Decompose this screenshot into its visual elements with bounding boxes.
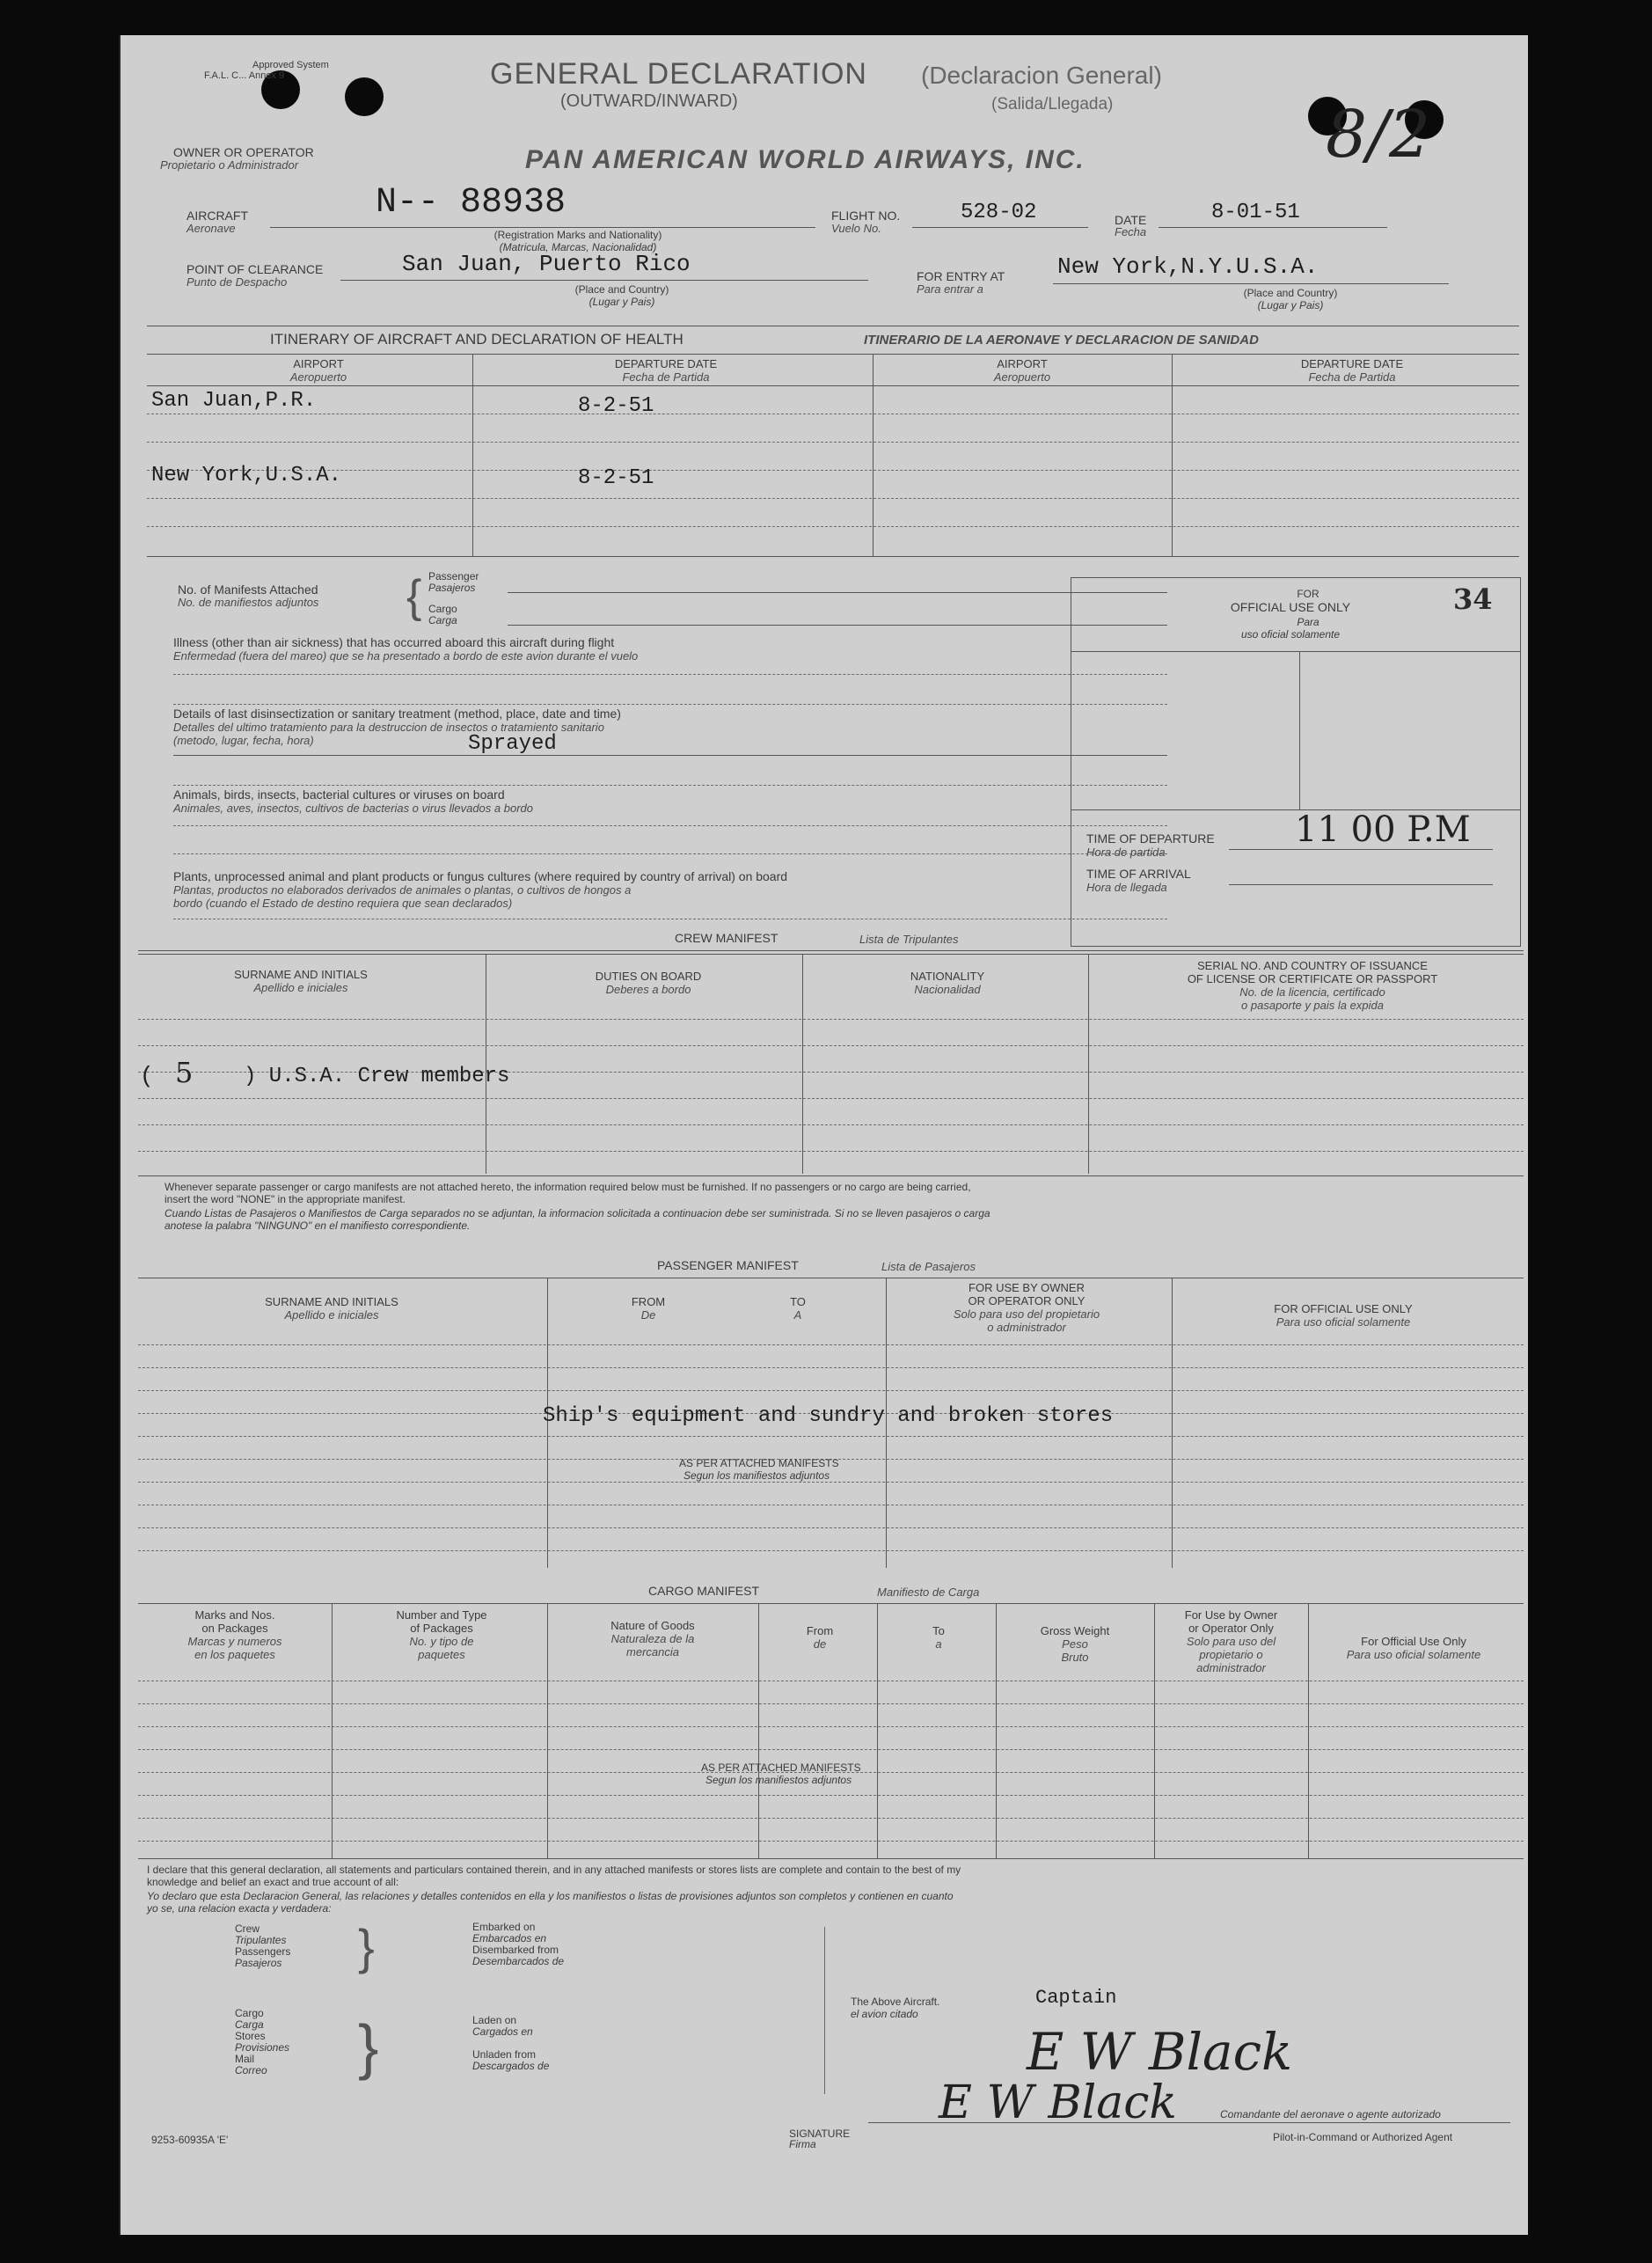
itin-col-date-2: DEPARTURE DATE Fecha de Partida (1300, 357, 1404, 384)
manifests-label-es: No. de manifiestos adjuntos (178, 596, 319, 609)
entry-value: New York,N.Y.U.S.A. (1057, 253, 1319, 280)
declaration-en: I declare that this general declaration, all statements and particulars contained therein, and in any attached manifests or stores lists are complete and contain to the best of my (147, 1864, 961, 1876)
itinerary-title: ITINERARY OF AIRCRAFT AND DECLARATION OF HEALTH (270, 331, 683, 348)
official-label: OFFICIAL USE ONLY (1230, 600, 1351, 614)
pax-col-official: FOR OFFICIAL USE ONLY Para uso oficial solamente (1274, 1302, 1413, 1329)
cargo-col-official: For Official Use Only Para uso oficial solamente (1346, 1635, 1481, 1661)
cargo-attached: AS PER ATTACHED MANIFESTS (701, 1761, 861, 1774)
arrival-time-label: TIME OF ARRIVAL (1086, 867, 1191, 881)
clearance-caption-es: (Lugar y Pais) (588, 296, 655, 308)
approved-note-2: F.A.L. C... Annex 9 (204, 70, 285, 81)
departure-time-label: TIME OF DEPARTURE (1086, 831, 1215, 846)
notice-en-2: insert the word "NONE" in the appropriate manifest. (164, 1193, 406, 1205)
crew-col-nationality: NATIONALITY Nacionalidad (910, 970, 985, 996)
notice-en: Whenever separate passenger or cargo manifests are not attached hereto, the information required below must be furnished. If no passengers or no cargo are being carried, (164, 1181, 971, 1193)
pax-attached-es: Segun los manifiestos adjuntos (683, 1469, 830, 1482)
pax-attached: AS PER ATTACHED MANIFESTS (679, 1457, 839, 1469)
cargo-attached-es: Segun los manifiestos adjuntos (705, 1774, 852, 1786)
decl-crew: Crew Tripulantes Passengers Pasajeros (235, 1922, 291, 1969)
notice-es: Cuando Listas de Pasajeros o Manifiestos de Carga separados no se adjuntan, la informacion solicitada a continuacion debe ser suministrada. Si no se lleven pasajeros o carga (164, 1207, 990, 1219)
manifests-label: No. of Manifests Attached (178, 582, 318, 597)
owner-label: OWNER OR OPERATOR (173, 145, 314, 159)
flight-label-es: Vuelo No. (831, 222, 881, 235)
aircraft-value: N-- 88938 (376, 183, 567, 223)
itinerary-title-es: ITINERARIO DE LA AERONAVE Y DECLARACION DE SANIDAD (864, 333, 1259, 348)
clearance-value: San Juan, Puerto Rico (402, 251, 691, 277)
entry-label-es: Para entrar a (917, 282, 983, 296)
official-label-es: Para (1297, 616, 1319, 628)
crew-col-duties: DUTIES ON BOARD Deberes a bordo (595, 970, 702, 996)
declaration-es: Yo declaro que esta Declaracion General, las relaciones y detalles contenidos en ella y los manifiestos o listas de provisiones adjuntos son completos y contienen en cuanto (147, 1890, 954, 1902)
plants-label-es: Plantas, productos no elaborados derivados de animales o plantas, o cultivos de hongos a (173, 883, 632, 897)
entry-caption: (Place and Country) (1243, 287, 1338, 299)
decl-cargo: Cargo Carga Stores Provisiones Mail Correo (235, 2007, 290, 2076)
command-es: Comandante del aeronave o agente autorizado (1220, 2108, 1441, 2120)
pax-col-owner: FOR USE BY OWNER OR OPERATOR ONLY Solo para uso del propietario o administrador (953, 1281, 1100, 1334)
pax-col-surname: SURNAME AND INITIALS Apellido e iniciales (265, 1295, 398, 1322)
signature-1: E W Black (1027, 2022, 1293, 2082)
cargo-col-to: To a (932, 1624, 945, 1651)
aircraft-caption: (Registration Marks and Nationality) (493, 229, 662, 241)
aircraft-caption-es: (Matricula, Marcas, Nacionalidad) (499, 241, 657, 253)
official-for: FOR (1297, 588, 1319, 600)
aircraft-label-es: Aeronave (186, 222, 236, 235)
illness-label: Illness (other than air sickness) that has occurred aboard this aircraft during flight (173, 635, 615, 649)
handwritten-number: 8/2 (1326, 97, 1431, 172)
official-label-es-2: uso oficial solamente (1240, 628, 1341, 641)
plants-label-es-2: bordo (cuando el Estado de destino requiera que sean declarados) (173, 897, 513, 910)
itin-row-2-airport: New York,U.S.A. (151, 464, 342, 487)
clearance-caption: (Place and Country) (574, 283, 669, 296)
brace: } (358, 2012, 379, 2081)
brace: { (406, 571, 422, 622)
disinsect-label: Details of last disinsectization or sanitary treatment (method, place, date and time) (173, 707, 621, 721)
punch-hole (345, 77, 384, 116)
signature-label: SIGNATURE (789, 2128, 851, 2140)
form-title-es: (Declaracion General) (921, 62, 1162, 89)
illness-label-es: Enfermedad (fuera del mareo) que se ha presentado a bordo de este avion durante el vuelo (173, 649, 639, 663)
itin-row-1-date: 8-2-51 (578, 394, 654, 418)
date-label-es: Fecha (1115, 225, 1147, 238)
pax-col-to: TO A (790, 1295, 806, 1322)
date-label: DATE (1115, 213, 1147, 227)
flight-label: FLIGHT NO. (831, 209, 901, 223)
passenger-label-es: Pasajeros (428, 582, 476, 594)
passenger-label: Passenger (428, 570, 479, 582)
signature-2: E W Black (939, 2076, 1177, 2129)
crew-entry-paren: ( (140, 1063, 154, 1089)
decl-laden: Laden on Cargados en Unladen from Descargados de (472, 2014, 550, 2072)
itin-col-airport-2: AIRPORT Aeropuerto (993, 357, 1051, 384)
owner-label-es: Propietario o Administrador (160, 158, 299, 172)
crew-title-es: Lista de Tripulantes (859, 933, 959, 946)
command-label: Pilot-in-Command or Authorized Agent (1273, 2131, 1453, 2143)
crew-col-serial: SERIAL NO. AND COUNTRY OF ISSUANCE OF LICENSE OR CERTIFICATE OR PASSPORT No. de la licencia, certificado o pasaporte y pais la expida (1187, 959, 1438, 1012)
departure-time-value: 11 00 P.M (1295, 809, 1471, 850)
declaration-es-2: yo se, una relacion exacta y verdadera: (147, 1902, 332, 1915)
form-number: 9253-60935A 'E' (151, 2134, 229, 2146)
form-sheet (119, 35, 1528, 2235)
itin-row-1-airport: San Juan,P.R. (151, 389, 317, 413)
captain-label: Captain (1035, 1987, 1117, 2009)
itin-col-date: DEPARTURE DATE Fecha de Partida (614, 357, 718, 384)
entry-caption-es: (Lugar y Pais) (1257, 299, 1324, 311)
approved-note: Approved System (252, 60, 329, 70)
pax-typed-entry: Ship's equipment and sundry and broken stores (543, 1404, 1114, 1428)
form-title: GENERAL DECLARATION (490, 57, 867, 91)
cargo-col-owner: For Use by Owner or Operator Only Solo para uso del propietario o administrador (1184, 1608, 1278, 1674)
pax-col-from: FROM De (631, 1295, 666, 1322)
crew-title: CREW MANIFEST (675, 931, 778, 945)
animals-label: Animals, birds, insects, bacterial cultures or viruses on board (173, 787, 505, 802)
itin-row-2-date: 8-2-51 (578, 466, 654, 490)
plants-label: Plants, unprocessed animal and plant products or fungus cultures (where required by country of arrival) on board (173, 869, 788, 883)
brace: } (358, 1919, 375, 1974)
itin-col-airport: AIRPORT Aeropuerto (289, 357, 347, 384)
clearance-label-es: Punto de Despacho (186, 275, 288, 289)
passenger-title-es: Lista de Pasajeros (881, 1260, 976, 1273)
cargo-col-number: Number and Type of Packages No. y tipo de paquetes (396, 1608, 487, 1661)
owner-value: PAN AMERICAN WORLD AIRWAYS, INC. (525, 145, 1085, 174)
form-subtitle-es: (Salida/Llegada) (991, 95, 1114, 114)
cargo-col-weight: Gross Weight Peso Bruto (1040, 1624, 1110, 1664)
cargo-label-es: Carga (428, 614, 457, 626)
above-aircraft-es: el avion citado (851, 2008, 918, 2020)
cargo-col-marks: Marks and Nos. on Packages Marcas y numeros en los paquetes (187, 1608, 282, 1661)
disinsect-label-es-2: (metodo, lugar, fecha, hora) (173, 734, 314, 747)
departure-time-label-es: Hora de partida (1086, 846, 1166, 859)
passenger-title: PASSENGER MANIFEST (657, 1258, 799, 1272)
disinsect-value: Sprayed (468, 732, 557, 756)
aircraft-label: AIRCRAFT (186, 209, 248, 223)
clearance-label: POINT OF CLEARANCE (186, 262, 324, 276)
declaration-en-2: knowledge and belief an exact and true account of all: (147, 1876, 399, 1888)
cargo-label: Cargo (428, 603, 457, 615)
official-number: 34 (1453, 582, 1493, 616)
cargo-title: CARGO MANIFEST (648, 1584, 760, 1598)
above-aircraft: The Above Aircraft. (851, 1996, 940, 2008)
form-subtitle: (OUTWARD/INWARD) (560, 92, 738, 111)
date-value: 8-01-51 (1211, 201, 1300, 224)
notice-es-2: anotese la palabra "NINGUNO" en el manifiesto correspondiente. (164, 1219, 471, 1232)
signature-label-es: Firma (789, 2138, 816, 2150)
cargo-col-from: From de (806, 1624, 834, 1651)
animals-label-es: Animales, aves, insectos, cultivos de bacterias o virus llevados a bordo (173, 802, 533, 815)
decl-embarked: Embarked on Embarcados en Disembarked from Desembarcados de (472, 1921, 565, 1967)
flight-value: 528-02 (961, 201, 1037, 224)
disinsect-label-es: Detalles del ultimo tratamiento para la destruccion de insectos o tratamiento sanitario (173, 721, 604, 734)
entry-label: FOR ENTRY AT (917, 269, 1005, 283)
arrival-time-label-es: Hora de llegada (1086, 881, 1167, 894)
cargo-title-es: Manifiesto de Carga (877, 1586, 980, 1599)
crew-col-surname: SURNAME AND INITIALS Apellido e iniciales (234, 968, 368, 994)
crew-entry-count: 5 (175, 1056, 194, 1089)
crew-entry-text: ) U.S.A. Crew members (244, 1065, 510, 1088)
cargo-col-nature: Nature of Goods Naturaleza de la mercancia (610, 1619, 695, 1659)
